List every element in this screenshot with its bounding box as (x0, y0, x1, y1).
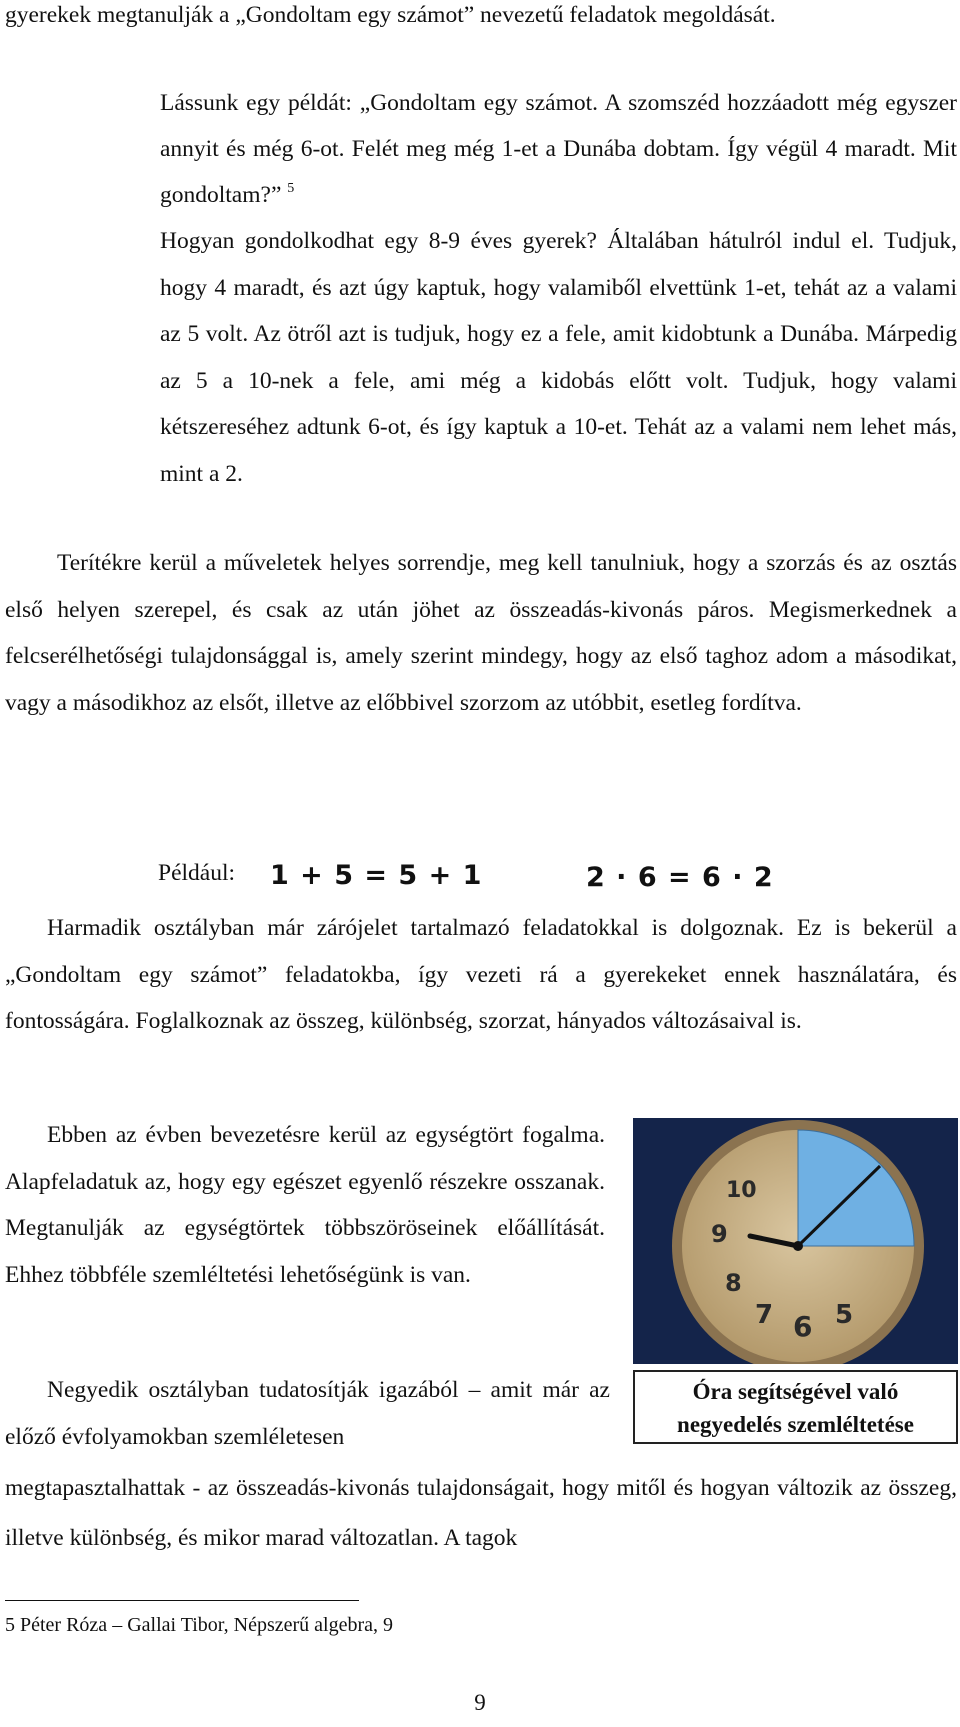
paragraph-example-puzzle: Lássunk egy példát: „Gondoltam egy számot. A szomszéd hozzáadott még egyszer annyit és még 6-ot. Felét meg még 1-et a Dunába dobtam. Így végül 4 maradt. Mit gondoltam?” $^5$ (160, 90, 957, 208)
paragraph-fourth-grade-start: Negyedik osztályban tudatosítják igazából – amit már az előző évfolyamokban szemléletesen (5, 1377, 610, 1450)
clock-number-10: 10 (726, 1178, 757, 1203)
paragraph-operation-order: Terítékre kerül a műveletek helyes sorrendje, meg kell tanulniuk, hogy a szorzás és az osztás első helyen szerepel, és csak az után jöhet az összeadás-kivonás páros. Megismerkednek a felcserélhetőségi tulajdonsággal is, amely szerint mindegy, hogy az első taghoz adom a másodikat, vagy a másodikhoz az elsőt, illetve az előbbivel szorzom az utóbbit, esetleg fordítva. (5, 550, 957, 716)
page-number: 9 (474, 1690, 486, 1715)
footnote-divider (5, 1600, 359, 1601)
clock-number-9: 9 (711, 1220, 728, 1248)
paragraph-third-grade: Harmadik osztályban már zárójelet tartalmazó feladatokkal is dolgoznak. Ez is bekerül a „Gondoltam egy számot” feladatokba, így vezeti rá a gyerekeket ennek használatára, és fontosságára. Foglalkoznak az összeg, különbség, szorzat, hányados változásaival is. (5, 915, 957, 1034)
caption-line-2: negyedelés szemléltetése (677, 1412, 914, 1437)
paragraph-intro: gyerekek megtanulják a „Gondoltam egy számot” nevezetű feladatok megoldását. (5, 2, 776, 28)
figure-caption (633, 1370, 958, 1444)
clock-number-5: 5 (835, 1300, 854, 1330)
paragraph-unit-fraction: Ebben az évben bevezetésre kerül az egységtört fogalma. Alapfeladatuk az, hogy egy egészet egyenlő részekre osszanak. Megtanulják az egységtörtek többszöröseinek előállítását. Ehhez többféle szemléltetési lehetőségünk is van. (5, 1122, 605, 1288)
formula-addition-commutative: 1 + 5 = 5 + 1 (270, 860, 483, 891)
clock-illustration (633, 1118, 958, 1364)
caption-line-1: Óra segítségével való (692, 1379, 899, 1404)
paragraph-fourth-grade-cont: megtapasztalhattak - az összeadás-kivonás tulajdonságait, hogy mitől és hogyan változik az összeg, illetve különbség, és mikor marad változatlan. A tagok (5, 1475, 957, 1551)
clock-number-6: 6 (793, 1310, 813, 1343)
clock-number-7: 7 (755, 1300, 774, 1330)
formula-multiplication-commutative: 2 · 6 = 6 · 2 (586, 862, 774, 893)
clock-center (793, 1241, 803, 1251)
clock-number-8: 8 (725, 1269, 742, 1297)
example-label: Például: (158, 860, 236, 886)
clock-photo (633, 1118, 958, 1364)
paragraph-child-reasoning: Hogyan gondolkodhat egy 8-9 éves gyerek? Általában hátulról indul el. Tudjuk, hogy 4 maradt, és azt úgy kaptuk, hogy valamiből elvettünk 1-et, tehát az a valami az 5 volt. Az ötről azt is tudjuk, hogy ez a fele, amit kidobtunk a Dunába. Márpedig az 5 a 10-nek a fele, ami még a kidobás előtt volt. Tudjuk, hogy valami kétszereséhez adtunk 6-ot, és így kaptuk a 10-et. Tehát az a valami nem lehet más, mint a 2. (160, 228, 957, 487)
footnote-text: 5 Péter Róza – Gallai Tibor, Népszerű algebra, 9 (5, 1614, 393, 1636)
footnote-reference: 5 (287, 181, 295, 196)
